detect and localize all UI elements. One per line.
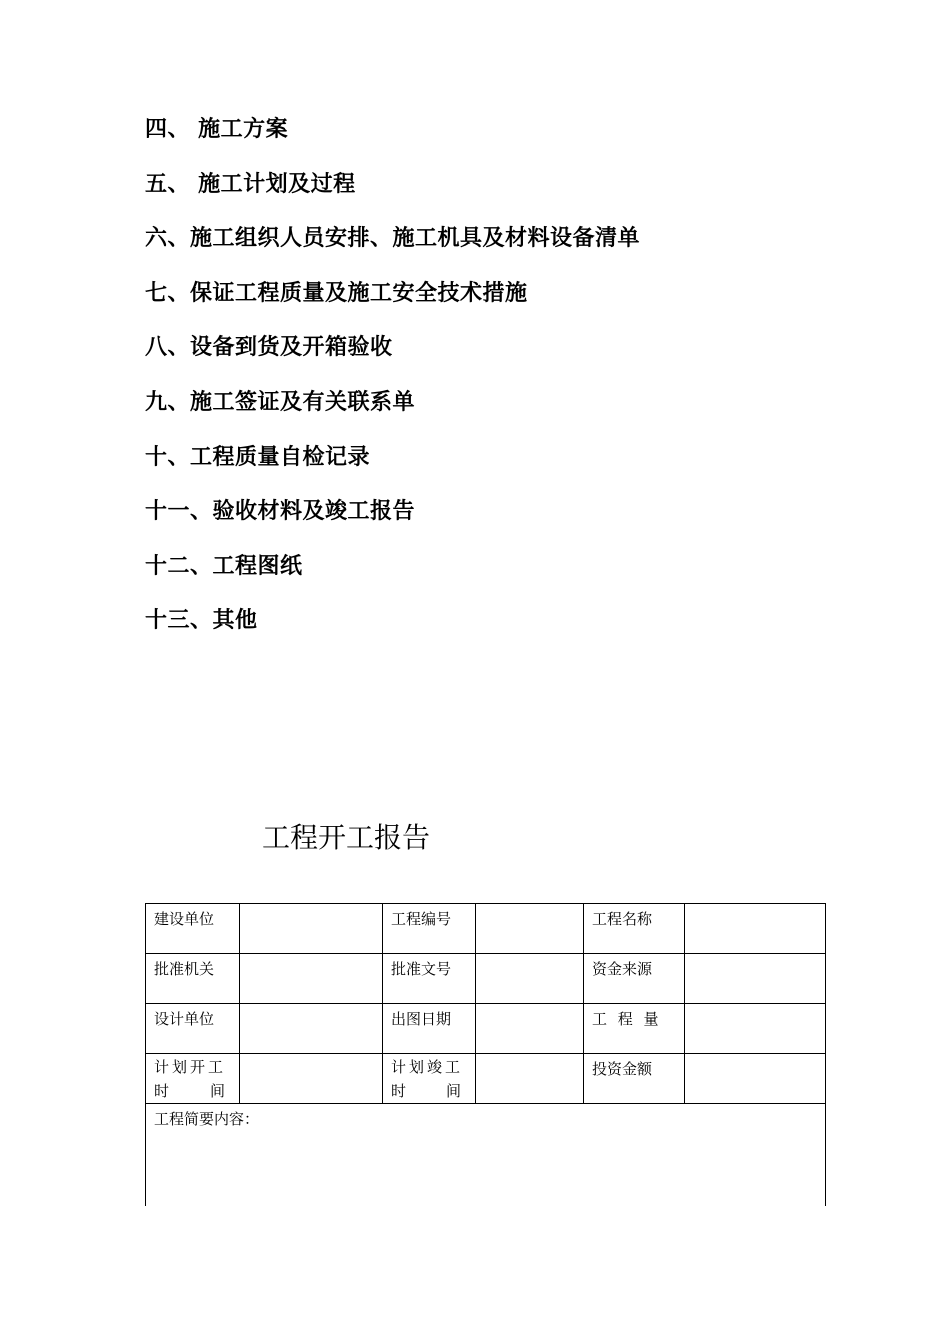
report-title: 工程开工报告 [262,821,431,854]
table-row [146,1004,826,1054]
planned-completion-line1: 计划竣工 [391,1058,464,1076]
value-funding-source[interactable] [685,954,826,1004]
value-approval-authority[interactable] [240,954,383,1004]
value-design-unit[interactable] [240,1004,383,1054]
label-design-unit: 设计单位 [146,1004,240,1054]
report-form-table [145,903,826,1206]
value-planned-completion-time[interactable] [476,1054,584,1104]
value-project-name[interactable] [685,904,826,954]
toc-item-7: 七、保证工程质量及施工安全技术措施 [145,280,528,306]
value-approval-document-number[interactable] [476,954,584,1004]
value-work-quantity[interactable] [685,1004,826,1054]
value-construction-unit[interactable] [240,904,383,954]
label-planned-completion-time [383,1054,476,1104]
label-work-quantity: 工 程 量 [584,1004,685,1054]
value-planned-start-time[interactable] [240,1054,383,1104]
planned-completion-time-char1: 时 [391,1082,407,1100]
table-row [146,1054,826,1104]
table-row [146,954,826,1004]
value-drawing-date[interactable] [476,1004,584,1054]
label-investment-amount: 投资金额 [584,1054,685,1104]
value-investment-amount[interactable] [685,1054,826,1104]
label-approval-authority: 批准机关 [146,954,240,1004]
toc-item-6: 六、施工组织人员安排、施工机具及材料设备清单 [145,226,641,252]
label-approval-document-number: 批准文号 [383,954,476,1004]
table-row [146,904,826,954]
toc-item-9: 九、施工签证及有关联系单 [145,389,416,415]
project-brief-content-cell[interactable] [146,1104,826,1206]
label-project-number: 工程编号 [383,904,476,954]
label-construction-unit: 建设单位 [146,904,240,954]
toc-item-5: 五、 施工计划及过程 [145,171,356,197]
planned-start-time-char2: 间 [209,1082,225,1100]
planned-start-line1: 计划开工 [154,1058,227,1076]
label-project-name: 工程名称 [584,904,685,954]
toc-item-12: 十二、工程图纸 [145,553,303,579]
toc-item-8: 八、设备到货及开箱验收 [145,335,393,361]
value-project-number[interactable] [476,904,584,954]
toc-item-10: 十、工程质量自检记录 [145,444,371,470]
toc-item-4: 四、 施工方案 [145,117,289,142]
planned-start-time-char1: 时 [154,1082,170,1100]
toc-item-11: 十一、验收材料及竣工报告 [145,499,416,525]
table-of-contents [145,112,845,658]
table-row [146,1104,826,1206]
label-funding-source: 资金来源 [584,954,685,1004]
label-project-brief-content: 工程简要内容： [154,1110,260,1128]
planned-completion-time-char2: 间 [445,1082,461,1100]
label-planned-start-time [146,1054,240,1104]
label-drawing-date: 出图日期 [383,1004,476,1054]
toc-item-13: 十三、其他 [145,608,258,634]
